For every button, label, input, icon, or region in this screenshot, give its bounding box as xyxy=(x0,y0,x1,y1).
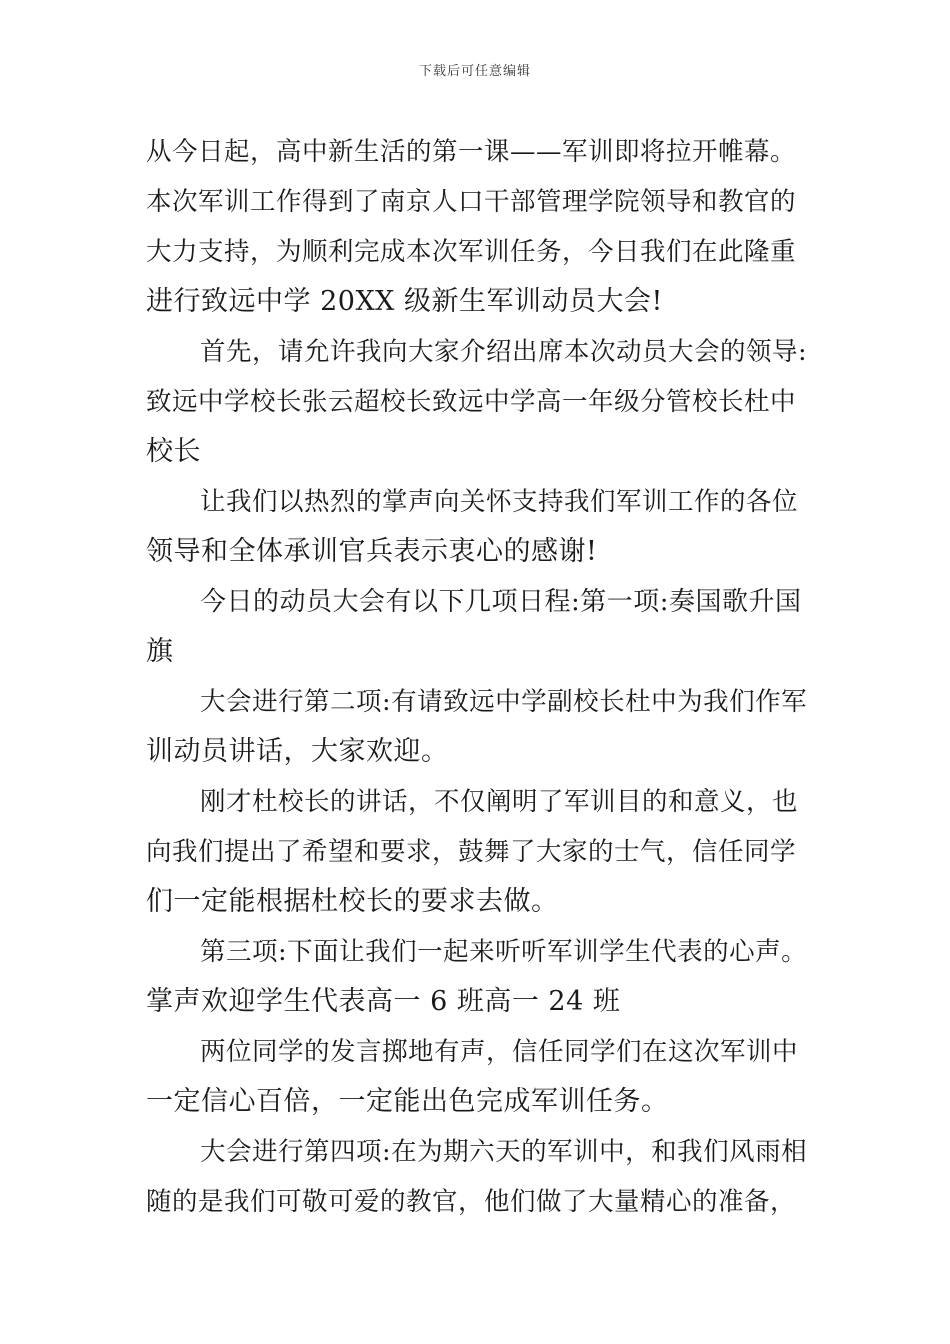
text-line: 致远中学校长张云超校长致远中学高一年级分管校长杜中 xyxy=(146,387,797,417)
text-line: 大会进行第四项:在为期六天的军训中，和我们风雨相 xyxy=(200,1137,808,1167)
document-body xyxy=(146,127,808,1227)
text-line: 领导和全体承训官兵表示衷心的感谢! xyxy=(146,536,598,567)
text-line: 第三项:下面让我们一起来听听军训学生代表的心声。 xyxy=(200,937,808,967)
text-line: 本次军训工作得到了南京人口干部管理学院领导和教官的 xyxy=(146,187,797,217)
text-line: 大会进行第二项:有请致远中学副校长杜中为我们作军 xyxy=(200,687,808,717)
page-header: 下载后可任意编辑 xyxy=(418,64,531,79)
text-line: 从今日起，高中新生活的第一课——军训即将拉开帷幕。 xyxy=(146,137,797,167)
text-line: 让我们以热烈的掌声向关怀支持我们军训工作的各位 xyxy=(200,487,799,517)
text-line: 一定信心百倍，一定能出色完成军训任务。 xyxy=(146,1086,669,1117)
text-line: 掌声欢迎学生代表高一 6 班高一 24 班 xyxy=(146,986,621,1017)
text-line: 首先，请允许我向大家介绍出席本次动员大会的领导: xyxy=(200,337,808,367)
text-line: 大力支持，为顺利完成本次军训任务，今日我们在此隆重 xyxy=(146,237,797,267)
text-line: 刚才杜校长的讲话，不仅阐明了军训目的和意义，也 xyxy=(200,787,799,817)
text-line: 校长 xyxy=(146,436,201,467)
text-line: 今日的动员大会有以下几项日程:第一项:奏国歌升国 xyxy=(200,587,802,617)
text-line: 们一定能根据杜校长的要求去做。 xyxy=(146,886,559,917)
text-line: 旗 xyxy=(146,636,174,667)
text-line: 进行致远中学 20XX 级新生军训动员大会! xyxy=(146,286,663,317)
text-line: 向我们提出了希望和要求，鼓舞了大家的士气，信任同学 xyxy=(146,837,797,867)
text-line: 随的是我们可敬可爱的教官，他们做了大量精心的准备， xyxy=(146,1187,797,1217)
text-line: 训动员讲话，大家欢迎。 xyxy=(146,736,449,767)
text-line: 两位同学的发言掷地有声，信任同学们在这次军训中 xyxy=(200,1037,799,1067)
